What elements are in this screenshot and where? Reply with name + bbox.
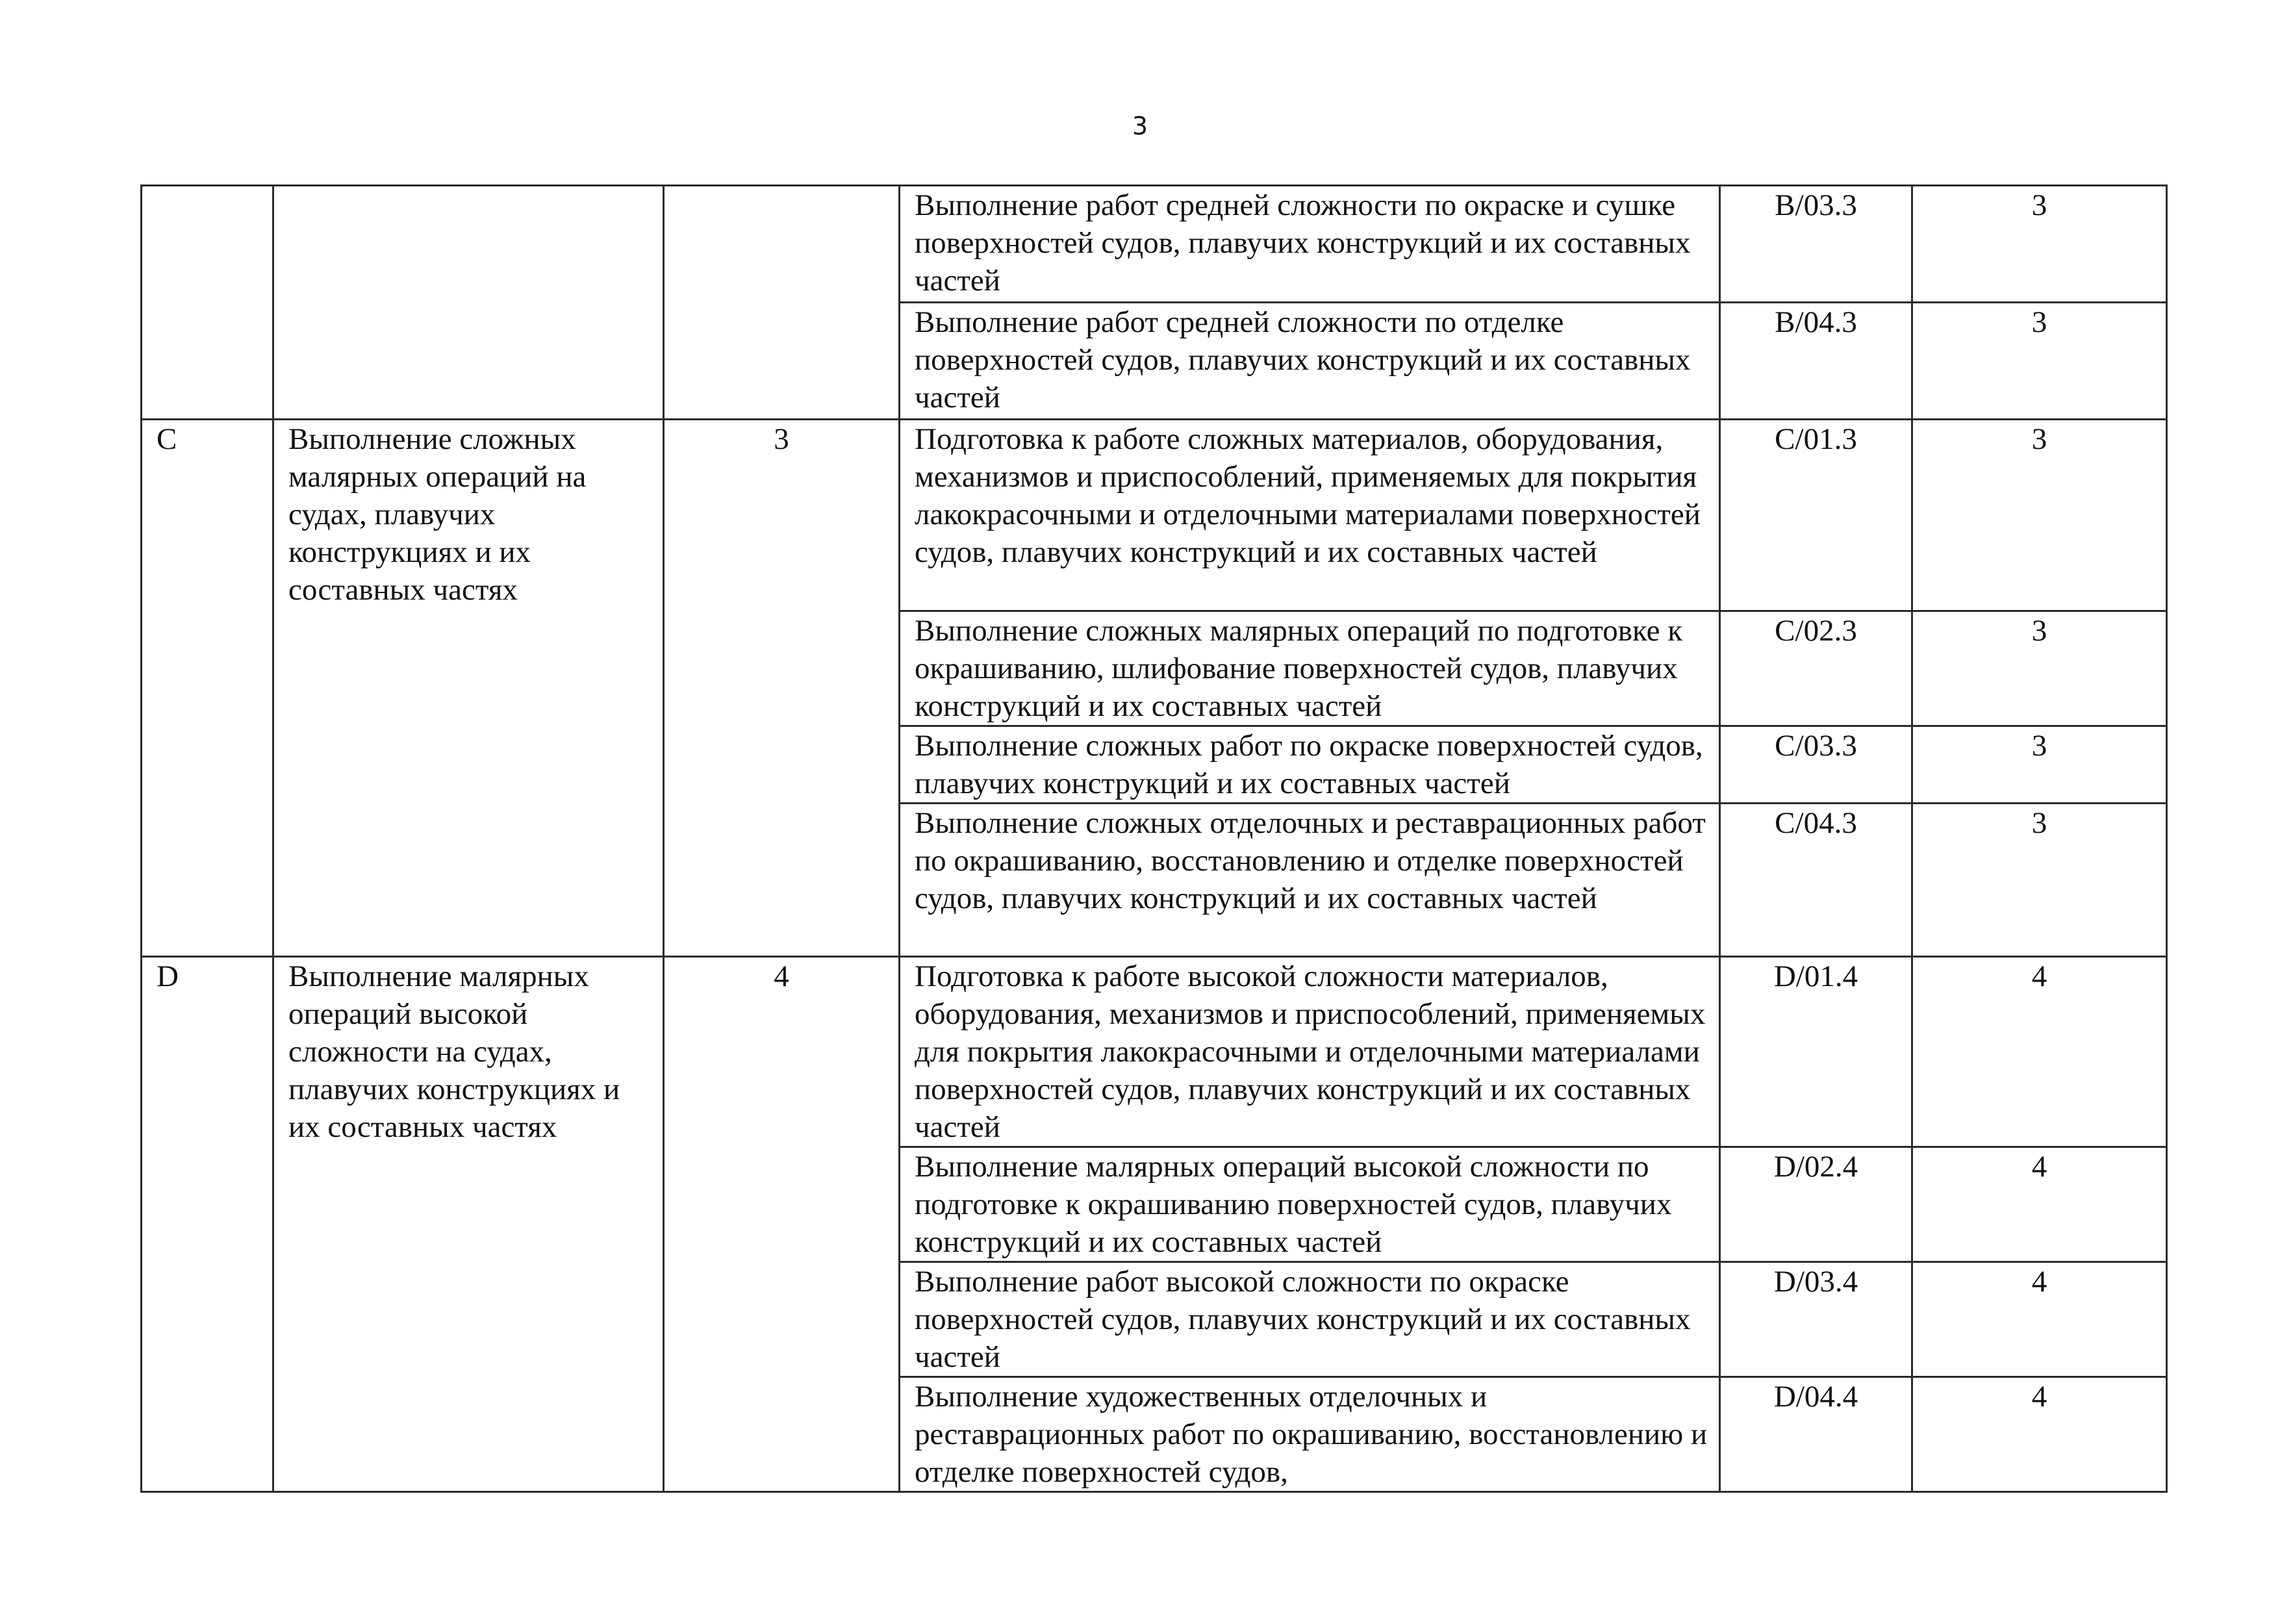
function-name-cell: Выполнение работ средней сложности по отделке поверхностей судов, плавучих конструкций и их составных частей: [900, 303, 1720, 420]
group-code-cell: C: [142, 420, 273, 957]
function-name-cell: Выполнение работ высокой сложности по окраске поверхностей судов, плавучих конструкций и их составных частей: [900, 1262, 1720, 1377]
table-row: [142, 957, 2167, 1147]
group-name-cell: [273, 186, 664, 420]
function-name-cell: Подготовка к работе сложных материалов, оборудования, механизмов и приспособлений, применяемых для покрытия лакокрасочными и отделочными материалами поверхностей судов, плавучих конструкций и их составных частей: [900, 420, 1720, 611]
table-row: [142, 420, 2167, 611]
function-name-cell: Подготовка к работе высокой сложности материалов, оборудования, механизмов и приспособлений, применяемых для покрытия лакокрасочными и отделочными материалами поверхностей судов, плавучих конструкций и их составных частей: [900, 957, 1720, 1147]
function-code-cell: C/02.3: [1720, 611, 1912, 726]
function-level-cell: 3: [1912, 611, 2167, 726]
function-level-cell: 3: [1912, 186, 2167, 303]
function-name-cell: Выполнение малярных операций высокой сложности по подготовке к окрашиванию поверхностей судов, плавучих конструкций и их составных частей: [900, 1147, 1720, 1262]
group-level-cell: 3: [664, 420, 900, 957]
group-code-cell: [142, 186, 273, 420]
group-name-cell: Выполнение сложных малярных операций на судах, плавучих конструкциях и их составных частях: [273, 420, 664, 957]
function-code-cell: D/04.4: [1720, 1377, 1912, 1492]
page-number: 3: [1132, 112, 1148, 140]
function-name-cell: Выполнение художественных отделочных и реставрационных работ по окрашиванию, восстановлению и отделке поверхностей судов,: [900, 1377, 1720, 1492]
function-name-cell: Выполнение сложных отделочных и реставрационных работ по окрашиванию, восстановлению и отделке поверхностей судов, плавучих конструкций и их составных частей: [900, 804, 1720, 957]
group-name-cell: Выполнение малярных операций высокой сложности на судах, плавучих конструкциях и их составных частях: [273, 957, 664, 1492]
function-code-cell: C/01.3: [1720, 420, 1912, 611]
function-code-cell: B/03.3: [1720, 186, 1912, 303]
function-code-cell: D/01.4: [1720, 957, 1912, 1147]
function-code-cell: D/02.4: [1720, 1147, 1912, 1262]
function-name-cell: Выполнение сложных работ по окраске поверхностей судов, плавучих конструкций и их составных частей: [900, 726, 1720, 804]
function-level-cell: 3: [1912, 420, 2167, 611]
function-name-cell: Выполнение сложных малярных операций по подготовке к окрашиванию, шлифование поверхностей судов, плавучих конструкций и их составных частей: [900, 611, 1720, 726]
function-level-cell: 3: [1912, 804, 2167, 957]
function-code-cell: D/03.4: [1720, 1262, 1912, 1377]
function-level-cell: 4: [1912, 957, 2167, 1147]
group-level-cell: [664, 186, 900, 420]
function-level-cell: 3: [1912, 303, 2167, 420]
functions-table: [140, 184, 2168, 1493]
function-code-cell: C/03.3: [1720, 726, 1912, 804]
function-level-cell: 4: [1912, 1377, 2167, 1492]
function-level-cell: 4: [1912, 1262, 2167, 1377]
function-level-cell: 4: [1912, 1147, 2167, 1262]
function-level-cell: 3: [1912, 726, 2167, 804]
function-name-cell: Выполнение работ средней сложности по окраске и сушке поверхностей судов, плавучих конструкций и их составных частей: [900, 186, 1720, 303]
table-row: [142, 186, 2167, 303]
group-level-cell: 4: [664, 957, 900, 1492]
function-code-cell: C/04.3: [1720, 804, 1912, 957]
function-code-cell: B/04.3: [1720, 303, 1912, 420]
group-code-cell: D: [142, 957, 273, 1492]
